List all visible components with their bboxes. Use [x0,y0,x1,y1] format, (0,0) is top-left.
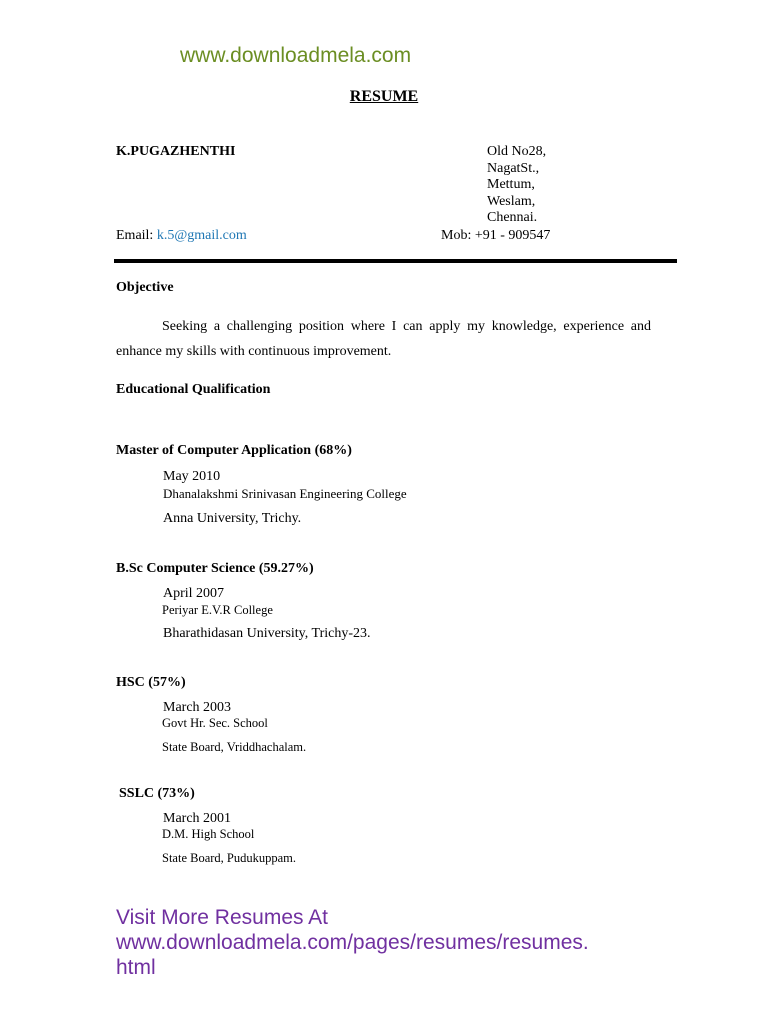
education-heading: Educational Qualification [116,382,271,397]
degree-date: March 2001 [163,811,232,826]
email-link[interactable]: k.5@gmail.com [156,228,247,243]
degree-date: May 2010 [163,469,221,484]
address-line: Weslam, [487,193,536,209]
degree-institution: Dhanalakshmi Srinivasan Engineering College [163,486,407,501]
email-label: Email: [116,228,154,243]
section-divider [114,259,677,263]
degree-institution: D.M. High School [162,827,255,841]
footer-promo[interactable] [116,905,589,980]
degree-board: State Board, Pudukuppam. [162,851,297,865]
degree-date: April 2007 [163,586,225,601]
site-url-header[interactable]: www.downloadmela.com [180,44,412,67]
mobile-number: Mob: +91 - 909547 [441,228,551,243]
document-title: RESUME [349,88,419,105]
degree-board: State Board, Vriddhachalam. [162,740,307,754]
address-line: Mettum, [487,177,535,192]
address-line: Chennai. [487,210,538,225]
degree-board: Bharathidasan University, Trichy-23. [163,626,371,641]
objective-text: Seeking a challenging position where I can apply my knowledge, experience and enhance my skills with continuous improvement. [116,319,651,359]
address-line: NagatSt., [487,160,540,176]
address-line: Old No28, [487,144,547,159]
footer-line: Visit More Resumes At [116,906,329,929]
address-block [487,144,546,227]
degree-title: HSC (57%) [116,675,186,690]
footer-line: www.downloadmela.com/pages/resumes/resumes. [116,931,589,954]
degree-title: SSLC (73%) [119,786,195,801]
email-row [116,228,247,244]
degree-date: March 2003 [163,700,232,715]
footer-line: html [116,956,156,979]
degree-institution: Govt Hr. Sec. School [162,716,268,730]
degree-title: Master of Computer Application (68%) [116,443,352,458]
degree-title: B.Sc Computer Science (59.27%) [116,561,314,576]
objective-heading: Objective [116,280,174,295]
degree-institution: Periyar E.V.R College [162,603,273,617]
degree-board: Anna University, Trichy. [163,511,302,526]
candidate-name: K.PUGAZHENTHI [116,144,236,159]
